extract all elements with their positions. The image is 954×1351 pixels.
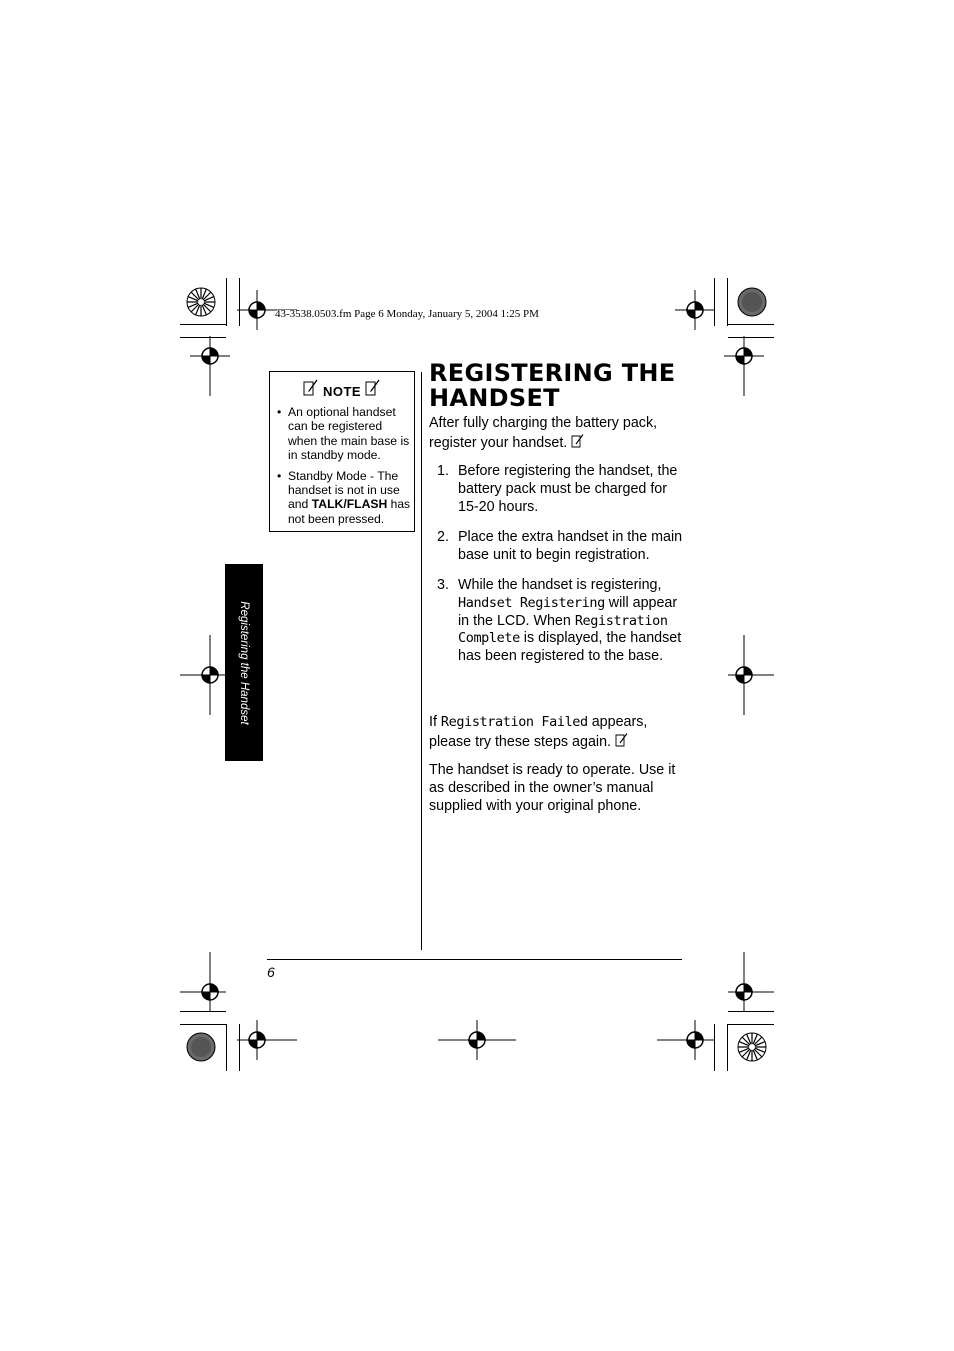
key-name: TALK/FLASH xyxy=(311,497,388,512)
registration-target-icon xyxy=(190,336,230,396)
crop-line xyxy=(237,290,297,310)
starburst-icon xyxy=(186,287,216,317)
registration-target-icon xyxy=(180,952,226,1012)
note-pad-icon xyxy=(303,378,319,396)
step-number: 3. xyxy=(437,576,449,593)
registration-target-icon xyxy=(438,1020,516,1060)
page-title: REGISTERING THE HANDSET xyxy=(429,359,676,412)
starburst-icon xyxy=(737,1032,767,1062)
intro-text: After fully charging the battery pack, register your handset. xyxy=(429,415,658,451)
crop-line xyxy=(727,1024,728,1071)
registration-target-icon xyxy=(237,1020,297,1060)
registration-target-icon xyxy=(180,635,226,715)
note-list xyxy=(276,405,412,532)
step-number: 1. xyxy=(437,463,449,479)
crop-line xyxy=(180,1024,226,1025)
step-item xyxy=(437,577,687,666)
crop-line xyxy=(727,278,728,326)
registration-target-icon xyxy=(724,336,764,396)
step-item xyxy=(437,529,687,565)
page-number: 6 xyxy=(267,964,275,980)
note-title xyxy=(270,378,414,399)
step-text: will appear in the LCD. When xyxy=(458,594,678,629)
registration-target-icon xyxy=(728,952,774,1012)
steps-list xyxy=(437,463,687,678)
lcd-message: Registration Failed xyxy=(440,714,588,730)
failed-text: If xyxy=(429,714,441,730)
registration-target-icon xyxy=(728,635,774,715)
note-pad-icon xyxy=(365,378,381,396)
crop-line xyxy=(180,324,226,325)
note-item-text: An optional handset can be registered when the main base is in standby mode. xyxy=(288,405,410,463)
step-text: is displayed, the handset has been registered to the base. xyxy=(458,630,682,665)
step-text: While the handset is registering, xyxy=(458,576,662,593)
failed-paragraph xyxy=(429,714,689,752)
side-tab-label: Registering the Handset xyxy=(238,600,250,725)
registration-target-icon xyxy=(657,1020,715,1060)
crop-line xyxy=(226,1024,227,1071)
screen-dot-icon xyxy=(737,287,767,317)
note-box xyxy=(269,371,415,532)
note-pad-icon xyxy=(571,433,585,448)
failed-text: appears, please try these steps again. xyxy=(429,714,648,750)
crop-line xyxy=(226,278,227,326)
lcd-message: Handset Registering xyxy=(458,594,605,611)
footer-rule xyxy=(267,959,682,960)
file-info-header: 43-3538.0503.fm Page 6 Monday, January 5, 2004 1:25 PM xyxy=(275,308,539,320)
ready-paragraph: The handset is ready to operate. Use it as described in the owner’s manual supplied with your original phone. xyxy=(429,762,676,814)
note-title-text: NOTE xyxy=(322,384,362,400)
registration-target-icon xyxy=(675,290,715,330)
side-tab xyxy=(225,564,263,761)
note-item-text: Standby Mode - The handset is not in use and xyxy=(288,468,400,512)
screen-dot-icon xyxy=(186,1032,216,1062)
crop-line xyxy=(728,324,774,325)
note-item xyxy=(276,405,412,463)
lcd-message: Registration Complete xyxy=(458,612,668,647)
step-text: Place the extra handset in the main base unit to begin registration. xyxy=(458,528,683,563)
intro-paragraph xyxy=(429,415,689,453)
step-number: 2. xyxy=(437,528,449,545)
note-pad-icon xyxy=(615,732,629,747)
step-item xyxy=(437,463,687,516)
note-item-text: has not been pressed. xyxy=(288,497,411,526)
column-divider xyxy=(421,372,422,950)
note-item xyxy=(276,469,412,527)
step-text: Before registering the handset, the battery pack must be charged for 15-20 hours. xyxy=(458,463,678,515)
crop-line xyxy=(728,1024,774,1025)
